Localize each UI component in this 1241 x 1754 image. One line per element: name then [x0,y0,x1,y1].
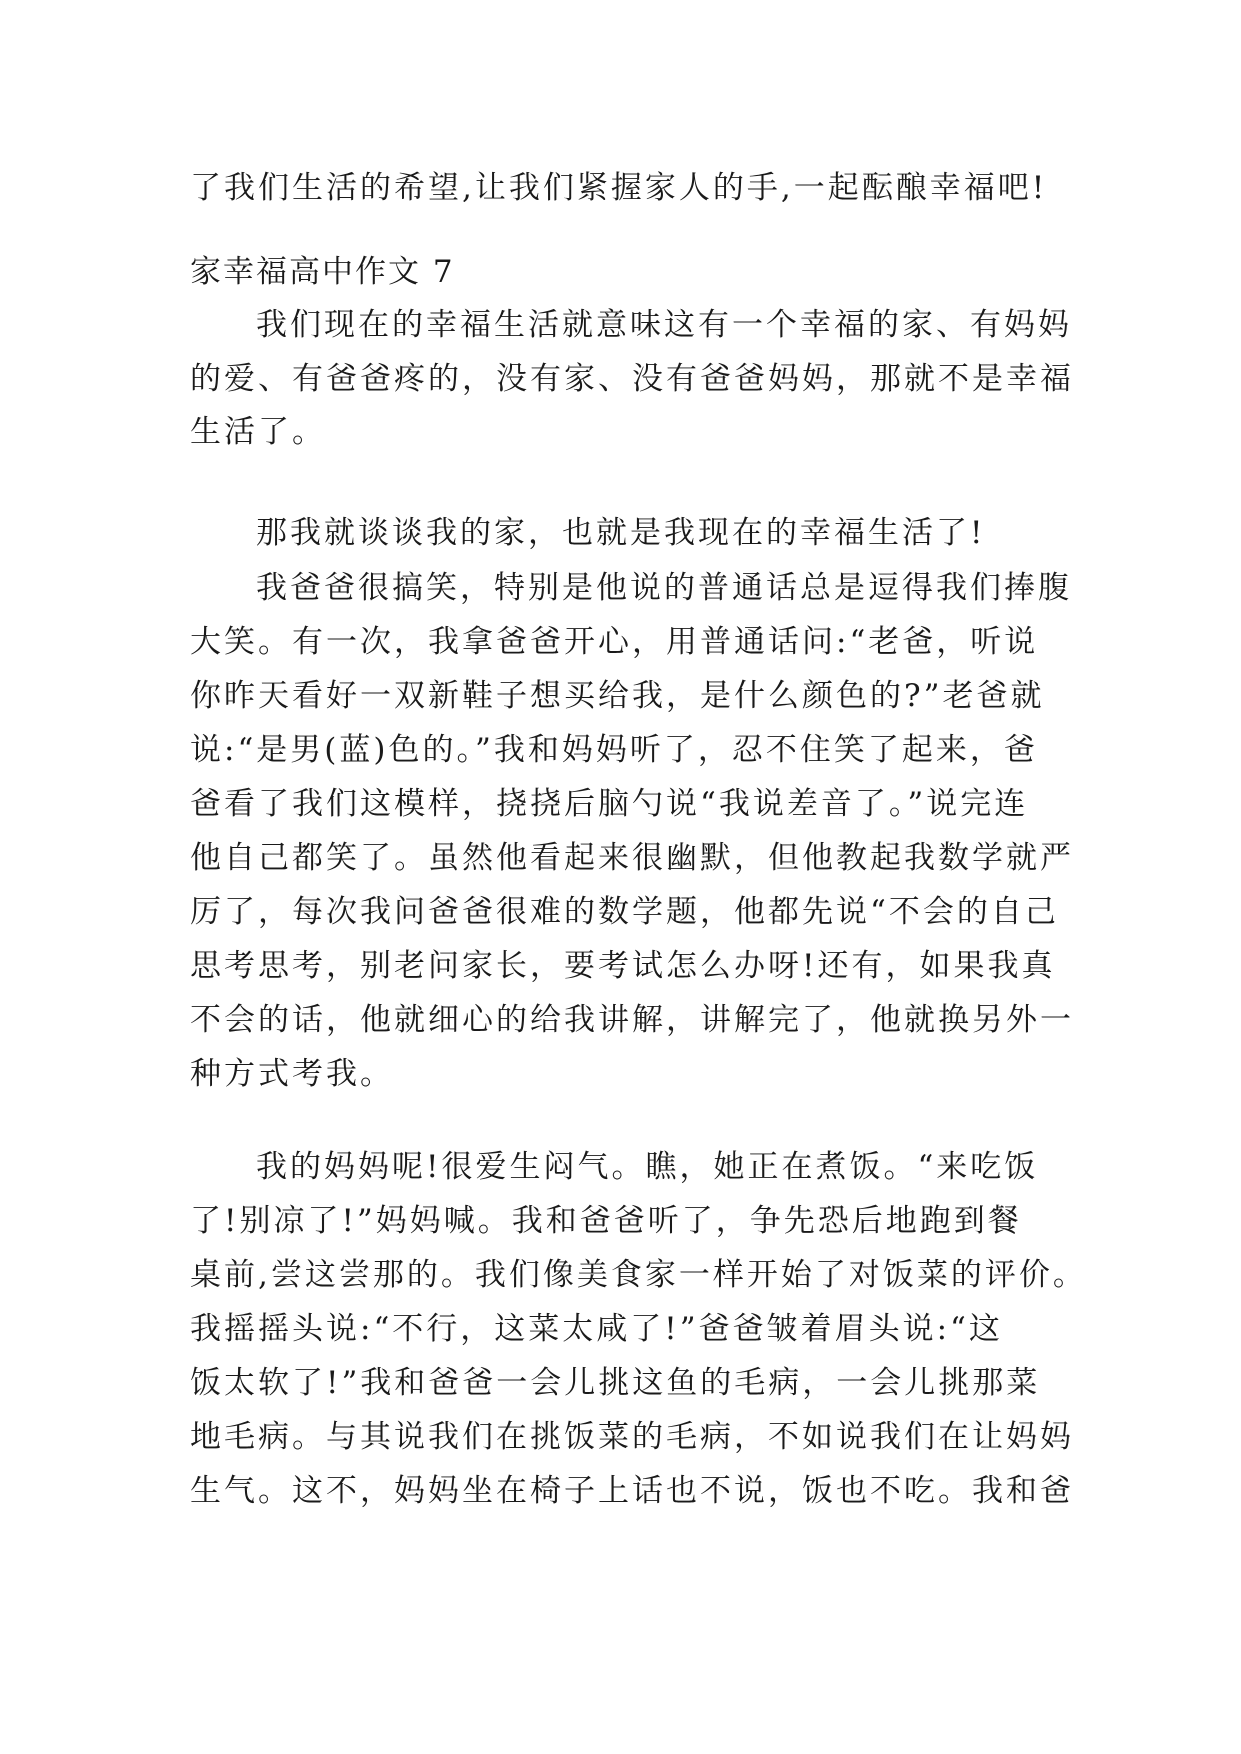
text-line: 生气。这不，妈妈坐在椅子上话也不说，饭也不吃。我和爸 [190,1473,1074,1509]
text-line: 我爸爸很搞笑，特别是他说的普通话总是逗得我们捧腹 [256,570,1072,606]
text-line: 地毛病。与其说我们在挑饭菜的毛病，不如说我们在让妈妈 [190,1419,1074,1455]
text-line: 厉了，每次我问爸爸很难的数学题，他都先说“不会的自己 [190,894,1059,930]
text-line: 爸看了我们这模样，挠挠后脑勺说“我说差音了。”说完连 [190,786,1029,822]
text-line: 了我们生活的希望,让我们紧握家人的手,一起酝酿幸福吧! [190,170,1048,206]
text-line: 我摇摇头说:“不行，这菜太咸了!”爸爸皱着眉头说:“这 [190,1311,1003,1347]
text-line: 不会的话，他就细心的给我讲解，讲解完了，他就换另外一 [190,1002,1074,1038]
text-line: 我的妈妈呢!很爱生闷气。瞧，她正在煮饭。“来吃饭 [256,1149,1039,1185]
text-line: 种方式考我。 [190,1056,394,1092]
section-heading: 家幸福高中作文 7 [190,254,455,290]
text-line: 思考思考，别老问家长，要考试怎么办呀!还有，如果我真 [190,948,1056,984]
text-line: 你昨天看好一双新鞋子想买给我，是什么颜色的?”老爸就 [190,678,1045,714]
text-line: 饭太软了!”我和爸爸一会儿挑这鱼的毛病，一会儿挑那菜 [190,1365,1041,1401]
text-line: 生活了。 [190,414,326,450]
text-line: 说:“是男(蓝)色的。”我和妈妈听了，忍不住笑了起来，爸 [190,732,1038,768]
text-line: 他自己都笑了。虽然他看起来很幽默，但他教起我数学就严 [190,840,1074,876]
text-line: 桌前,尝这尝那的。我们像美食家一样开始了对饭菜的评价。 [190,1257,1087,1293]
text-line: 大笑。有一次，我拿爸爸开心，用普通话问:“老爸，听说 [190,624,1039,660]
text-line: 的爱、有爸爸疼的，没有家、没有爸爸妈妈，那就不是幸福 [190,361,1074,397]
text-line: 那我就谈谈我的家，也就是我现在的幸福生活了! [256,515,986,551]
text-line: 了!别凉了!”妈妈喊。我和爸爸听了，争先恐后地跑到餐 [190,1203,1022,1239]
text-line: 我们现在的幸福生活就意味这有一个幸福的家、有妈妈 [256,307,1072,343]
